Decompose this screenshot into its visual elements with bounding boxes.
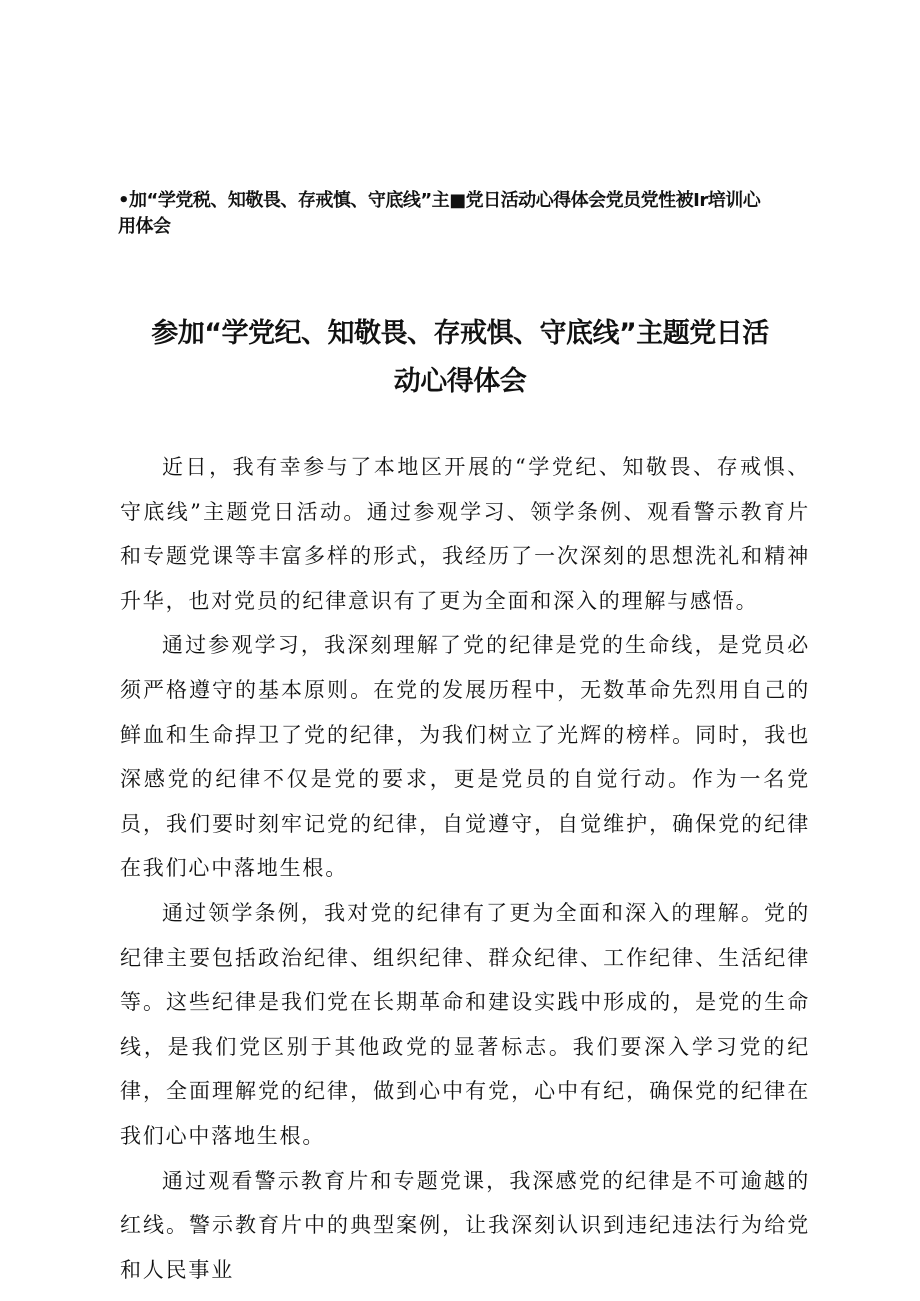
paragraph: 近日，我有幸参与了本地区开展的“学党纪、知敬畏、存戒惧、守底线”主题党日活动。通过参观学习、领学条例、观看警示教育片和专题党课等丰富多样的形式，我经历了一次深刻的思想洗礼和精神升华，也对党员的纪律意识有了更为全面和深入的理解与感悟。 [120,455,810,613]
paragraph: 通过参观学习，我深刻理解了党的纪律是党的生命线，是党员必须严格遵守的基本原则。在党的发展历程中，无数革命先烈用自己的鲜血和生命捍卫了党的纪律，为我们树立了光辉的榜样。同时，我也深感党的纪律不仅是党的要求，更是党员的自觉行动。作为一名党员，我们要时刻牢记党的纪律，自觉遵守，自觉维护，确保党的纪律在我们心中落地生根。 [120,633,810,881]
paragraph: 通过领学条例，我对党的纪律有了更为全面和深入的理解。党的纪律主要包括政治纪律、组织纪律、群众纪律、工作纪律、生活纪律等。这些纪律是我们党在长期革命和建设实践中形成的，是党的生命线，是我们党区别于其他政党的显著标志。我们要深入学习党的纪律，全面理解党的纪律，做到心中有党，心中有纪，确保党的纪律在我们心中落地生根。 [120,900,810,1148]
paragraph: 通过观看警示教育片和专题党课，我深感党的纪律是不可逾越的红线。警示教育片中的典型案例，让我深刻认识到违纪违法行为给党和人民事业 [120,1168,810,1282]
document-header: •加“学党税、知敬畏、存戒慎、守底线”主■党日活动心得体会党员党性被Ir培训心 用体会 [118,190,761,237]
document-title: 参加“学党纪、知敬畏、存戒惧、守底线”主题党日活 动心得体会 [151,318,769,397]
document-body [120,445,810,1292]
